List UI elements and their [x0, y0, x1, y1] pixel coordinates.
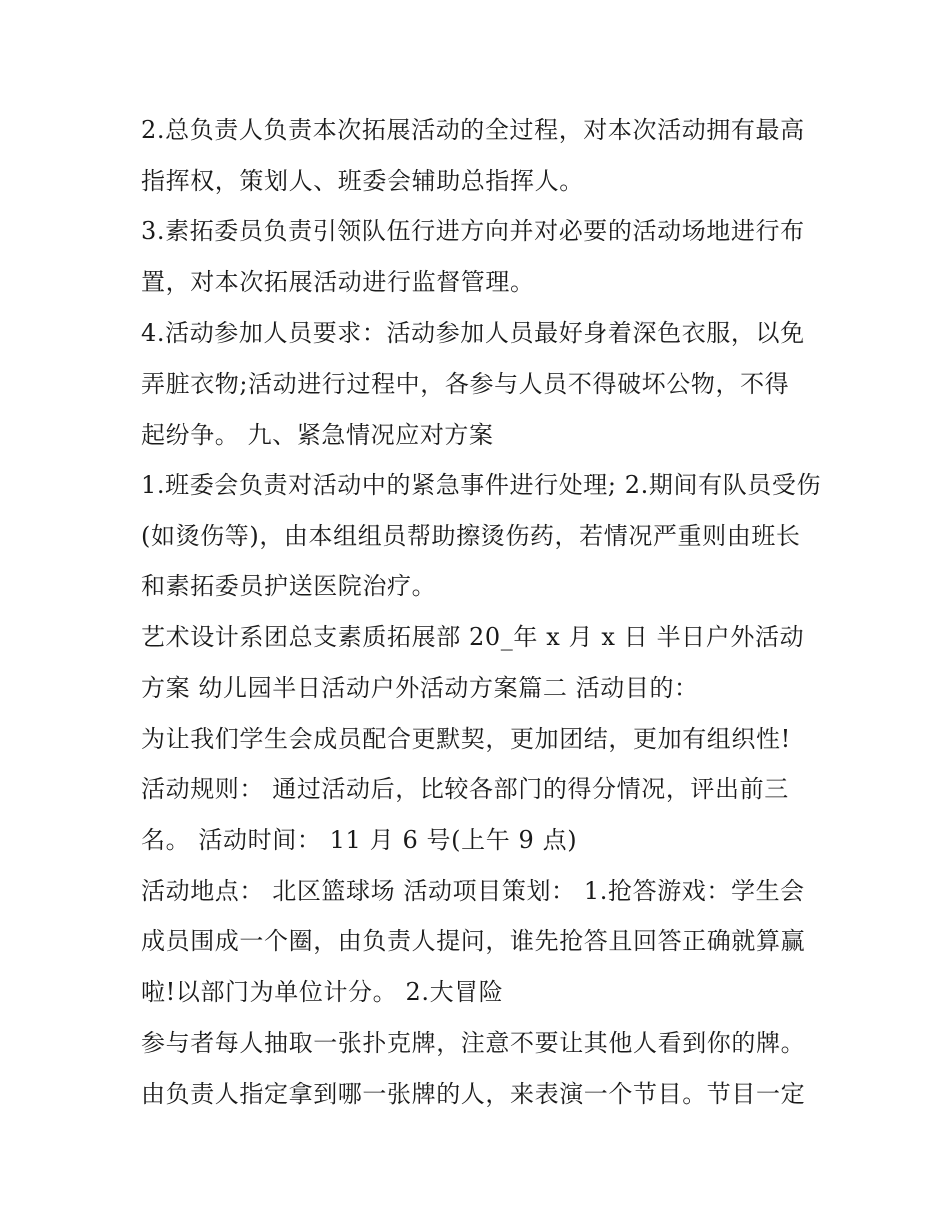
- text-line: 1.班委会负责对活动中的紧急事件进行处理; 2.期间有队员受伤: [141, 471, 822, 499]
- text-line: 2.总负责人负责本次拓展活动的全过程，对本次活动拥有最高: [141, 116, 805, 144]
- text-line: 4.活动参加人员要求：活动参加人员最好身着深色衣服，以免: [141, 319, 805, 347]
- text-line: 活动地点： 北区篮球场 活动项目策划： 1.抢答游戏：学生会: [141, 877, 805, 905]
- text-line: 方案 幼儿园半日活动户外活动方案篇二 活动目的：: [141, 674, 699, 702]
- text-line: 名。 活动时间： 11 月 6 号(上午 9 点): [141, 826, 578, 854]
- text-line: 指挥权，策划人、班委会辅助总指挥人。: [141, 167, 584, 195]
- text-line: (如烫伤等)，由本组组员帮助擦烫伤药，若情况严重则由班长: [141, 522, 801, 550]
- text-line: 成员围成一个圈，由负责人提问，谁先抢答且回答正确就算赢: [141, 927, 806, 955]
- text-line: 啦!以部门为单位计分。 2.大冒险: [141, 978, 504, 1006]
- text-line: 参与者每人抽取一张扑克牌，注意不要让其他人看到你的牌。: [141, 1029, 806, 1057]
- text-line: 由负责人指定拿到哪一张牌的人，来表演一个节目。节目一定: [141, 1080, 806, 1108]
- text-line: 为让我们学生会成员配合更默契，更加团结，更加有组织性!: [141, 725, 791, 753]
- text-line: 活动规则： 通过活动后，比较各部门的得分情况，评出前三: [141, 775, 789, 803]
- text-line: 艺术设计系团总支素质拓展部 20_年 x 月 x 日 半日户外活动: [141, 623, 805, 651]
- text-line: 和素拓委员护送医院治疗。: [141, 572, 437, 600]
- text-line: 置，对本次拓展活动进行监督管理。: [141, 268, 535, 296]
- text-line: 3.素拓委员负责引领队伍行进方向并对必要的活动场地进行布: [141, 217, 805, 245]
- text-line: 起纷争。 九、紧急情况应对方案: [141, 421, 494, 449]
- text-line: 弄脏衣物;活动进行过程中，各参与人员不得破坏公物，不得: [141, 370, 790, 398]
